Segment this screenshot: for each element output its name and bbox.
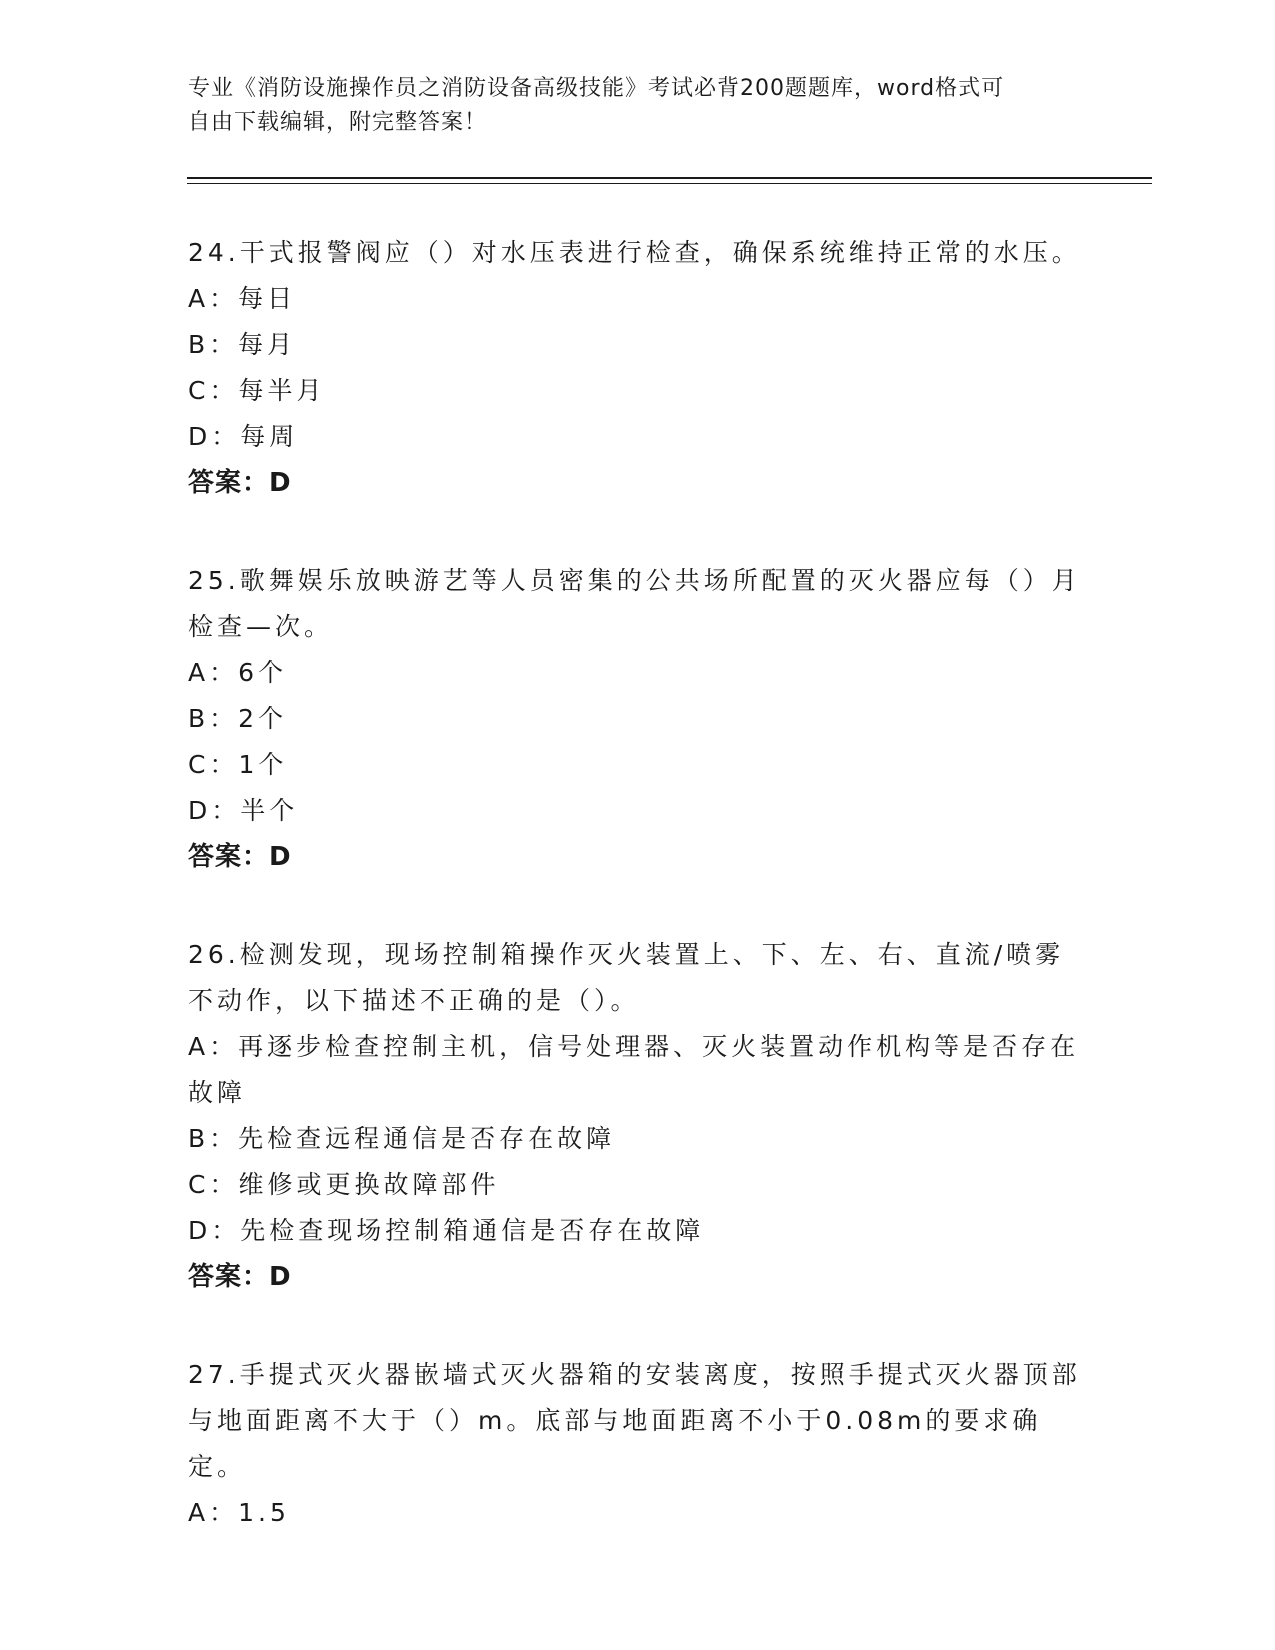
option-d: D：每周 (188, 422, 299, 451)
question-text: 27.手提式灭火器嵌墙式灭火器箱的安装离度，按照手提式灭火器顶部 (188, 1360, 1081, 1389)
question-25 (188, 558, 1088, 880)
header-line-2: 自由下载编辑，附完整答案！ (188, 110, 488, 135)
question-text-continued: 与地面距离不大于（）m。底部与地面距离不小于0.08m的要求确定。 (188, 1406, 1042, 1481)
option-c: C：维修或更换故障部件 (188, 1170, 500, 1199)
answer: 答案：D (188, 468, 292, 498)
option-c: C：每半月 (188, 376, 326, 405)
option-d: D：先检查现场控制箱通信是否存在故障 (188, 1216, 705, 1245)
question-text: 25.歌舞娱乐放映游艺等人员密集的公共场所配置的灭火器应每（）月 (188, 566, 1081, 595)
option-b: B：2个 (188, 704, 288, 733)
option-b: B：先检查远程通信是否存在故障 (188, 1124, 616, 1153)
header-line-1: 专业《消防设施操作员之消防设备高级技能》考试必背200题题库，word格式可 (188, 76, 1005, 101)
option-c: C：1个 (188, 750, 288, 779)
question-24 (188, 230, 1088, 506)
question-26 (188, 932, 1088, 1300)
document-header (188, 72, 1068, 140)
question-list (188, 230, 1088, 1588)
answer: 答案：D (188, 842, 292, 872)
answer: 答案：D (188, 1262, 292, 1292)
header-divider-thin (187, 183, 1152, 184)
header-divider-thick (187, 177, 1152, 179)
option-a: A：每日 (188, 284, 297, 313)
option-a: A：再逐步检查控制主机，信号处理器、灭火装置动作机构等是否存在 (188, 1032, 1080, 1061)
question-text: 26.检测发现，现场控制箱操作灭火装置上、下、左、右、直流/喷雾 (188, 940, 1065, 969)
option-d: D：半个 (188, 796, 299, 825)
option-a: A：1.5 (188, 1498, 290, 1527)
option-b: B：每月 (188, 330, 297, 359)
option-a-continued: 故障 (188, 1078, 247, 1107)
question-text-continued: 不动作，以下描述不正确的是（）。 (188, 986, 640, 1015)
question-text: 24.干式报警阀应（）对水压表进行检查，确保系统维持正常的水压。 (188, 238, 1081, 267)
question-text-continued: 检查—次。 (188, 612, 334, 641)
option-a: A：6个 (188, 658, 288, 687)
question-27 (188, 1352, 1088, 1536)
